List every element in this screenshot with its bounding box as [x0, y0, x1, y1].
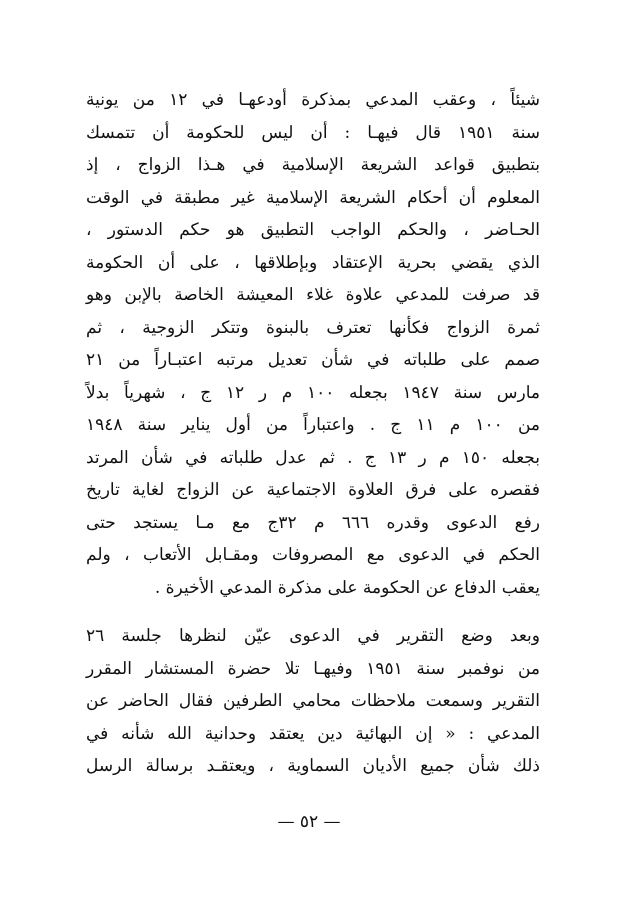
text-line: التقرير وسمعت ملاحظات محامي الطرفين فقال الحاضر عن — [86, 691, 540, 711]
paragraph-1 — [86, 84, 540, 604]
text-line: صمم على طلباته في شأن تعديل مرتبه اعتبـاراً من ٢١ — [86, 350, 540, 370]
text-line: ذلك شأن جميع الأديان السماوية ، ويعتقـد برسالة الرسل — [86, 756, 540, 776]
text-line: المدعي : « إن البهائية دين يعتقد وحدانية الله شأنه في — [86, 723, 540, 744]
text-line: الذي يقضي بحرية الإعتقاد وبإطلاقها ، على أن الحكومة — [86, 252, 540, 273]
text-line: من نوفمبر سنة ١٩٥١ وفيهـا تلا حضرة المستشار المقرر — [86, 658, 540, 679]
text-line: فقصره على فرق العلاوة الاجتماعية عن الزواج لغاية تاريخ — [86, 480, 540, 500]
text-line: يعقب الدفاع عن الحكومة على مذكرة المدعي الأخيرة . — [154, 577, 540, 598]
paragraph-2 — [86, 620, 540, 783]
text-line: ثمرة الزواج فكأنها تعترف بالبنوة وتتكر الزوجية ، ثم — [86, 317, 540, 338]
text-line: المعلوم أن أحكام الشريعة الإسلامية غير مطبقة في الوقت — [86, 187, 540, 208]
page-number: — ٥٢ — — [277, 812, 341, 832]
text-line: شيئاً ، وعقب المدعي بمذكرة أودعهـا في ١٢ من يونية — [86, 90, 540, 110]
text-line: بجعله ١٥٠ م ر ١٣ ج . ثم عدل طلباته في شأن المرتد — [86, 447, 540, 468]
text-line: رفع الدعوى وقدره ٦٦٦ م ٣٢ج مع مـا يستجد حتى — [86, 512, 540, 533]
text-line: الحكم في الدعوى مع المصروفات ومقـابل الأتعاب ، ولم — [86, 545, 540, 565]
text-line: مارس سنة ١٩٤٧ بجعله ١٠٠ م ر ١٢ ج ، شهرياً بدلاً — [86, 382, 541, 403]
text-line: وبعد وضع التقرير في الدعوى عيّن لنظرها جلسة ٢٦ — [86, 626, 540, 646]
text-line: سنة ١٩٥١ قال فيهـا : أن ليس للحكومة أن تتمسك — [86, 122, 540, 143]
text-line: من ١٠٠ م ١١ ج . واعتباراً من أول يناير سنة ١٩٤٨ — [86, 415, 541, 435]
text-line: الحـاضر ، والحكم الواجب التطبيق هو حكم الدستور ، — [86, 220, 540, 240]
text-line: قد صرفت للمدعي علاوة غلاء المعيشة الخاصة بالإبن وهو — [86, 285, 540, 305]
text-line: بتطبيق قواعد الشريعة الإسلامية في هـذا الزواج ، إذ — [86, 155, 540, 175]
